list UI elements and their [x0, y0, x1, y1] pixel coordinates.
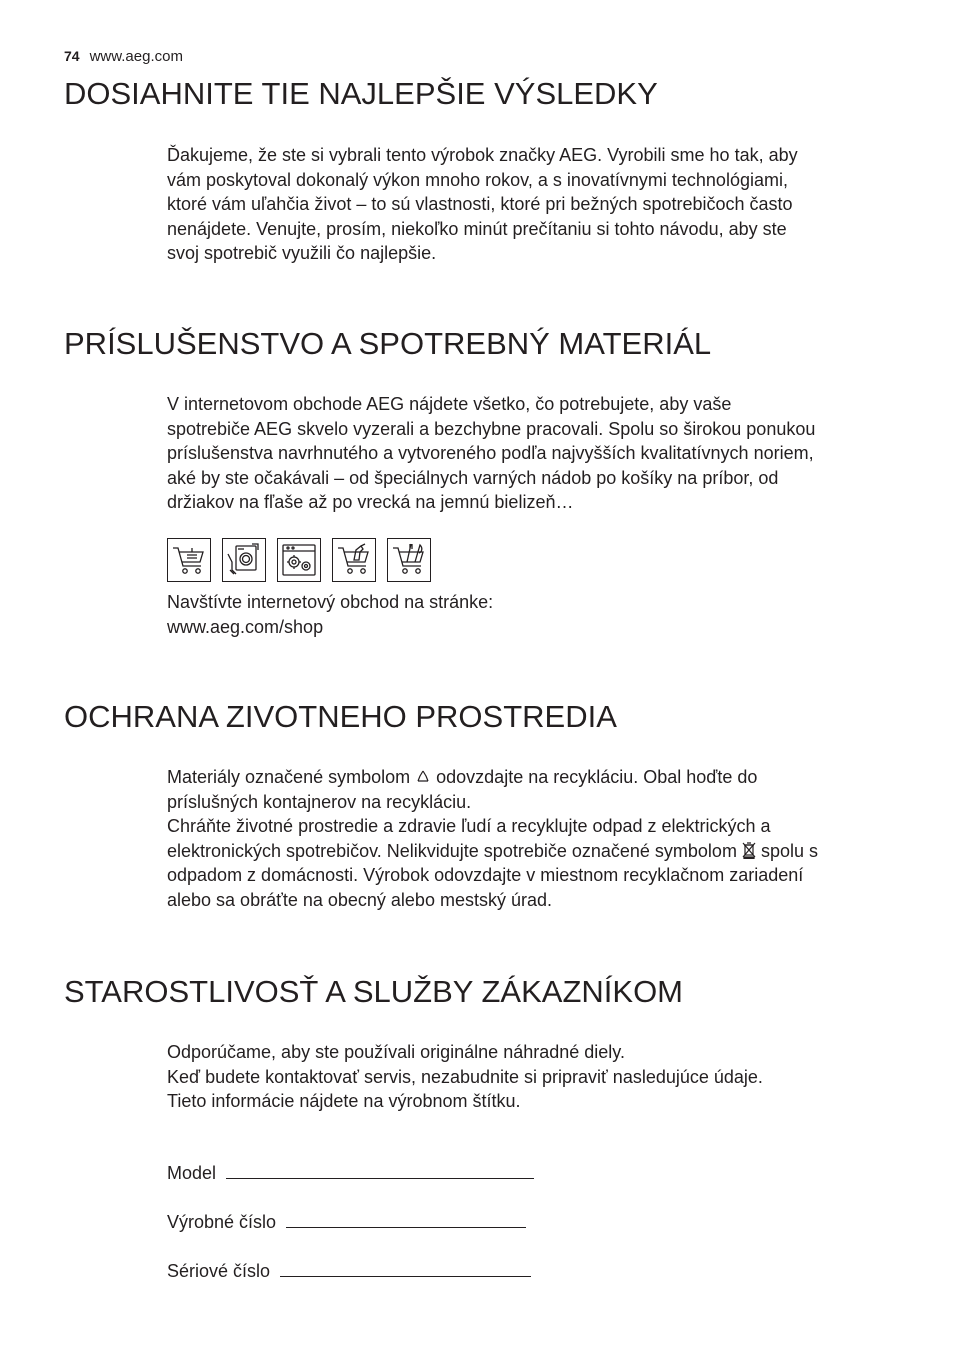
shopping-cart-utensils-icon — [387, 538, 431, 582]
page-header — [64, 48, 183, 65]
serial-number-label: Sériové číslo — [167, 1261, 271, 1281]
section-title-environment: OCHRANA ZIVOTNEHO PROSTREDIA — [64, 699, 617, 734]
section-title-service: STAROSTLIVOSŤ A SLUŽBY ZÁKAZNÍKOM — [64, 974, 684, 1009]
shopping-cart-appliance-settings-icon — [277, 538, 321, 582]
text-line: nenájdete. Venujte, prosím, niekoľko minút prečítaniu si tohto návodu, aby ste — [167, 218, 787, 239]
text-line: odpadom z domácnosti. Výrobok odovzdajte v miestnom recyklačnom zariadení — [167, 865, 804, 886]
text-line: Materiály označené symbolom odovzdajte na recykláciu. Obal hoďte do — [167, 767, 758, 787]
website-url: www.aeg.com — [89, 48, 183, 65]
text-line: príslušných kontajnerov na recykláciu. — [167, 791, 472, 812]
text-line: príslušenstva navrhnutého a vytvoreného podľa najvyšších kvalitatívnych noriem, — [167, 443, 814, 464]
visit-shop-text — [167, 590, 912, 639]
page-number: 74 — [64, 48, 80, 64]
recycle-icon — [415, 769, 431, 785]
shopping-cart-cleaning-icon — [332, 538, 376, 582]
service-paragraph — [167, 1040, 912, 1114]
text-line: Navštívte internetový obchod na stránke: — [167, 592, 494, 612]
serial-number-input-line[interactable] — [280, 1262, 531, 1277]
results-paragraph — [167, 143, 912, 266]
text-line: V internetovom obchode AEG nájdete všetko, čo potrebujete, aby vaše — [167, 394, 732, 414]
text-line: Ďakujeme, že ste si vybrali tento výrobok značky AEG. Vyrobili sme ho tak, aby — [167, 145, 798, 165]
text-line: elektronických spotrebičov. Nelikvidujte spotrebiče označené symbolom spolu s — [167, 840, 819, 861]
text-line: aké by ste očakávali – od špeciálnych varných nádob po košíky na príbor, od — [167, 467, 779, 488]
shop-link[interactable]: www.aeg.com/shop — [167, 616, 324, 637]
serial-number-field — [167, 1261, 531, 1282]
text-line: držiakov na fľaše až po vrecká na jemnú bielizeň… — [167, 492, 574, 513]
shop-icons-row — [167, 538, 431, 582]
production-number-field — [167, 1212, 526, 1233]
shopping-cart-cooking-icon — [167, 538, 211, 582]
section-title-accessories: PRÍSLUŠENSTVO A SPOTREBNÝ MATERIÁL — [64, 326, 712, 361]
model-field — [167, 1163, 534, 1184]
accessories-paragraph — [167, 392, 912, 515]
crossed-bin-icon — [742, 841, 756, 859]
model-input-line[interactable] — [226, 1164, 534, 1179]
environment-paragraph — [167, 765, 912, 913]
production-number-label: Výrobné číslo — [167, 1212, 277, 1232]
text-line: alebo sa obráťte na obecný alebo mestský úrad. — [167, 889, 552, 910]
text-line: vám poskytoval dokonalý výkon mnoho rokov, a s inovatívnymi technológiami, — [167, 169, 788, 190]
text-line: Tieto informácie nájdete na výrobnom štítku. — [167, 1091, 521, 1112]
text-line: spotrebiče AEG skvelo vyzerali a bezchybne pracovali. Spolu so širokou ponukou — [167, 418, 816, 439]
text-line: Odporúčame, aby ste používali originálne náhradné diely. — [167, 1042, 625, 1062]
production-number-input-line[interactable] — [286, 1213, 526, 1228]
shopping-cart-washing-machine-icon — [222, 538, 266, 582]
text-line: Chráňte životné prostredie a zdravie ľudí a recyklujte odpad z elektrických a — [167, 816, 771, 837]
section-title-results: DOSIAHNITE TIE NAJLEPŠIE VÝSLEDKY — [64, 76, 658, 111]
text-line: svoj spotrebič využili čo najlepšie. — [167, 243, 437, 264]
text-line: ktoré vám uľahčia život – to sú vlastnosti, ktoré pri bežných spotrebičoch často — [167, 194, 793, 215]
text-line: Keď budete kontaktovať servis, nezabudnite si pripraviť nasledujúce údaje. — [167, 1066, 763, 1087]
model-label: Model — [167, 1163, 217, 1183]
